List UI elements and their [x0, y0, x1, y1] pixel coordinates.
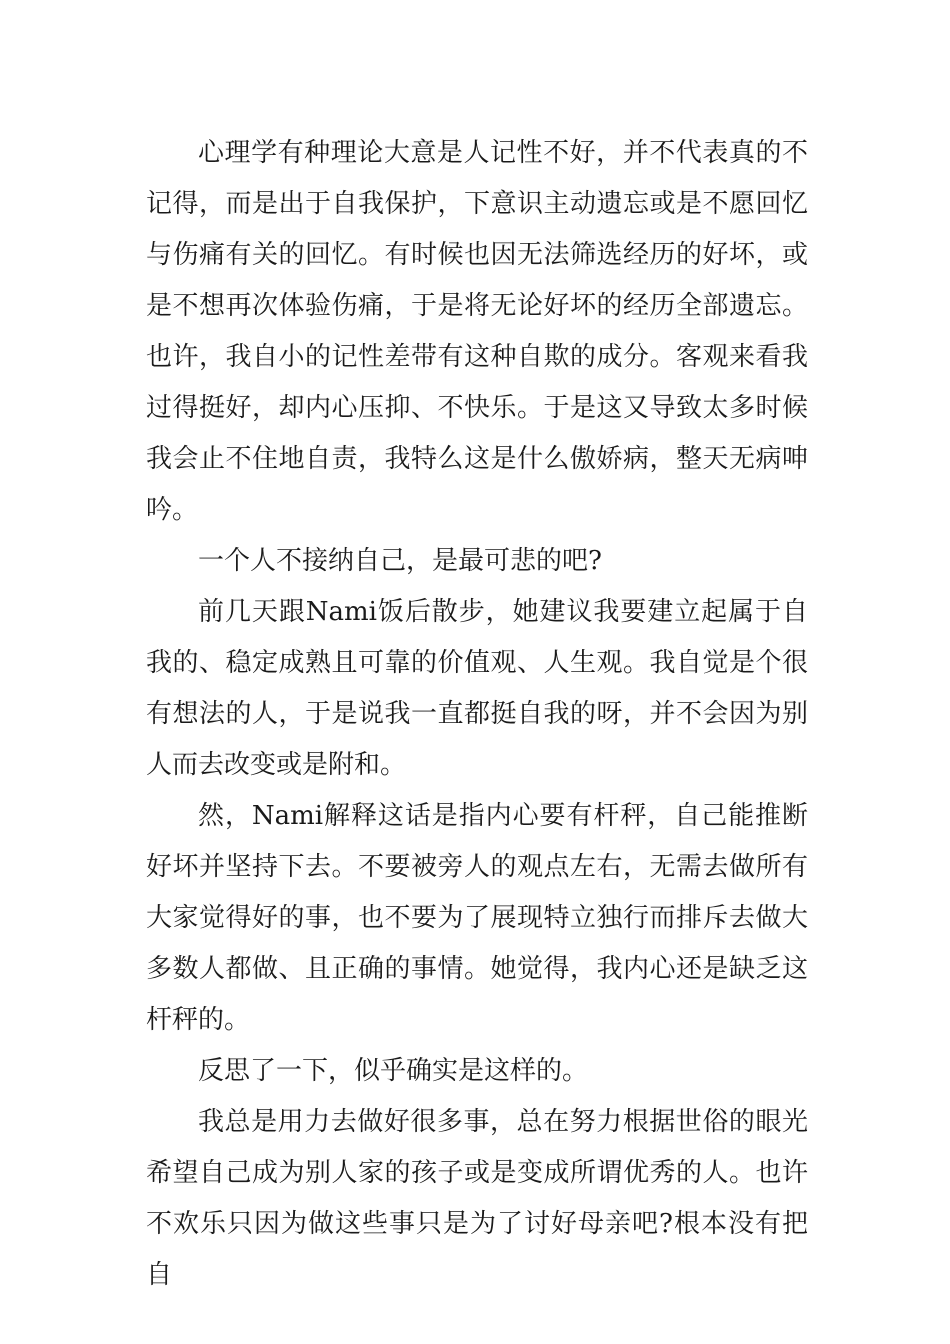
paragraph-3: 前几天跟Nami饭后散步，她建议我要建立起属于自我的、稳定成熟且可靠的价值观、人生观。我自觉是个很有想法的人，于是说我一直都挺自我的呀，并不会因为别人而去改变或是附和。	[146, 597, 808, 780]
paragraph-6: 我总是用力去做好很多事，总在努力根据世俗的眼光希望自己成为别人家的孩子或是变成所谓优秀的人。也许不欢乐只因为做这些事只是为了讨好母亲吧?根本没有把自	[146, 1107, 808, 1290]
paragraph-5: 反思了一下，似乎确实是这样的。	[198, 1056, 589, 1086]
paragraph-1: 心理学有种理论大意是人记性不好，并不代表真的不记得，而是出于自我保护，下意识主动遗忘或是不愿回忆与伤痛有关的回忆。有时候也因无法筛选经历的好坏，或是不想再次体验伤痛，于是将无论好坏的经历全部遗忘。也许，我自小的记性差带有这种自欺的成分。客观来看我过得挺好，却内心压抑、不快乐。于是这又导致太多时候我会止不住地自责，我特么这是什么傲娇病，整天无病呻吟。	[146, 138, 808, 525]
paragraph-4: 然，Nami解释这话是指内心要有杆秤，自己能推断好坏并坚持下去。不要被旁人的观点左右，无需去做所有大家觉得好的事，也不要为了展现特立独行而排斥去做大多数人都做、且正确的事情。她觉得，我内心还是缺乏这杆秤的。	[146, 801, 808, 1035]
body-text	[146, 128, 808, 1301]
paragraph-2: 一个人不接纳自己，是最可悲的吧?	[198, 546, 602, 576]
